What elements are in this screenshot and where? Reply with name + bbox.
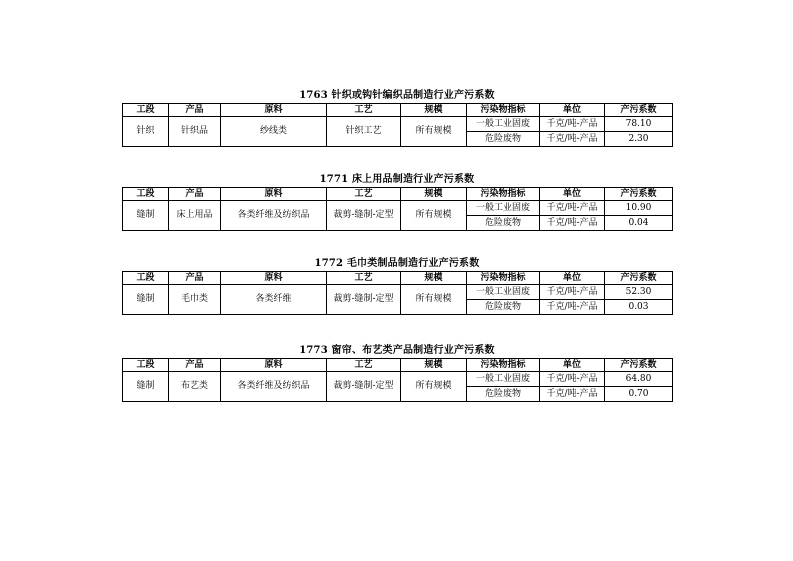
scale-cell: 所有规模 bbox=[401, 117, 467, 147]
unit-cell: 千克/吨-产品 bbox=[540, 201, 605, 216]
header-coef: 产污系数 bbox=[605, 104, 673, 117]
section-1772 bbox=[122, 257, 672, 315]
section-title: 1773 窗帘、布艺类产品制造行业产污系数 bbox=[299, 345, 495, 356]
process-cell: 裁剪-缝制-定型 bbox=[327, 285, 401, 315]
section-title: 1772 毛巾类制品制造行业产污系数 bbox=[314, 258, 480, 269]
header-stage: 工段 bbox=[123, 272, 169, 285]
header-stage: 工段 bbox=[123, 188, 169, 201]
product-cell: 布艺类 bbox=[169, 372, 221, 402]
coef-cell: 78.10 bbox=[605, 117, 673, 132]
header-product: 产品 bbox=[169, 359, 221, 372]
coef-cell: 0.04 bbox=[605, 216, 673, 231]
unit-cell: 千克/吨-产品 bbox=[540, 300, 605, 315]
material-cell: 各类纤维及纺织品 bbox=[221, 201, 327, 231]
table-row bbox=[123, 117, 673, 132]
header-row bbox=[123, 359, 673, 372]
header-row bbox=[123, 188, 673, 201]
header-scale: 规模 bbox=[401, 104, 467, 117]
unit-cell: 千克/吨-产品 bbox=[540, 285, 605, 300]
header-product: 产品 bbox=[169, 188, 221, 201]
section-1773 bbox=[122, 344, 672, 402]
header-material: 原料 bbox=[221, 104, 327, 117]
process-cell: 裁剪-缝制-定型 bbox=[327, 201, 401, 231]
stage-cell: 缝制 bbox=[123, 201, 169, 231]
header-process: 工艺 bbox=[327, 359, 401, 372]
indicator-cell: 危险废物 bbox=[467, 216, 540, 231]
section-title: 1763 针织或钩针编织品制造行业产污系数 bbox=[299, 90, 495, 101]
stage-cell: 缝制 bbox=[123, 372, 169, 402]
scale-cell: 所有规模 bbox=[401, 285, 467, 315]
header-process: 工艺 bbox=[327, 104, 401, 117]
header-stage: 工段 bbox=[123, 104, 169, 117]
header-coef: 产污系数 bbox=[605, 359, 673, 372]
header-material: 原料 bbox=[221, 188, 327, 201]
coef-cell: 0.70 bbox=[605, 387, 673, 402]
header-row bbox=[123, 104, 673, 117]
indicator-cell: 一般工业固废 bbox=[467, 372, 540, 387]
section-title: 1771 床上用品制造行业产污系数 bbox=[319, 174, 475, 185]
header-indicator: 污染物指标 bbox=[467, 104, 540, 117]
coefficient-table bbox=[122, 103, 673, 147]
header-material: 原料 bbox=[221, 359, 327, 372]
table-row bbox=[123, 372, 673, 387]
unit-cell: 千克/吨-产品 bbox=[540, 387, 605, 402]
header-product: 产品 bbox=[169, 104, 221, 117]
indicator-cell: 一般工业固废 bbox=[467, 285, 540, 300]
stage-cell: 缝制 bbox=[123, 285, 169, 315]
material-cell: 各类纤维及纺织品 bbox=[221, 372, 327, 402]
header-product: 产品 bbox=[169, 272, 221, 285]
stage-cell: 针织 bbox=[123, 117, 169, 147]
scale-cell: 所有规模 bbox=[401, 201, 467, 231]
header-process: 工艺 bbox=[327, 272, 401, 285]
header-material: 原料 bbox=[221, 272, 327, 285]
coef-cell: 10.90 bbox=[605, 201, 673, 216]
section-1763 bbox=[122, 89, 672, 147]
process-cell: 裁剪-缝制-定型 bbox=[327, 372, 401, 402]
product-cell: 毛巾类 bbox=[169, 285, 221, 315]
header-indicator: 污染物指标 bbox=[467, 272, 540, 285]
header-scale: 规模 bbox=[401, 272, 467, 285]
coef-cell: 52.30 bbox=[605, 285, 673, 300]
header-unit: 单位 bbox=[540, 188, 605, 201]
table-row bbox=[123, 285, 673, 300]
material-cell: 纱线类 bbox=[221, 117, 327, 147]
header-scale: 规模 bbox=[401, 359, 467, 372]
unit-cell: 千克/吨-产品 bbox=[540, 372, 605, 387]
product-cell: 针织品 bbox=[169, 117, 221, 147]
header-coef: 产污系数 bbox=[605, 272, 673, 285]
coef-cell: 64.80 bbox=[605, 372, 673, 387]
unit-cell: 千克/吨-产品 bbox=[540, 117, 605, 132]
header-process: 工艺 bbox=[327, 188, 401, 201]
process-cell: 针织工艺 bbox=[327, 117, 401, 147]
scale-cell: 所有规模 bbox=[401, 372, 467, 402]
product-cell: 床上用品 bbox=[169, 201, 221, 231]
material-cell: 各类纤维 bbox=[221, 285, 327, 315]
header-stage: 工段 bbox=[123, 359, 169, 372]
unit-cell: 千克/吨-产品 bbox=[540, 216, 605, 231]
indicator-cell: 危险废物 bbox=[467, 300, 540, 315]
header-unit: 单位 bbox=[540, 272, 605, 285]
header-indicator: 污染物指标 bbox=[467, 188, 540, 201]
indicator-cell: 危险废物 bbox=[467, 387, 540, 402]
coefficient-table bbox=[122, 271, 673, 315]
indicator-cell: 危险废物 bbox=[467, 132, 540, 147]
header-row bbox=[123, 272, 673, 285]
table-row bbox=[123, 201, 673, 216]
indicator-cell: 一般工业固废 bbox=[467, 201, 540, 216]
header-coef: 产污系数 bbox=[605, 188, 673, 201]
coefficient-table bbox=[122, 358, 673, 402]
header-unit: 单位 bbox=[540, 104, 605, 117]
header-scale: 规模 bbox=[401, 188, 467, 201]
coefficient-table bbox=[122, 187, 673, 231]
indicator-cell: 一般工业固废 bbox=[467, 117, 540, 132]
unit-cell: 千克/吨-产品 bbox=[540, 132, 605, 147]
coef-cell: 2.30 bbox=[605, 132, 673, 147]
header-unit: 单位 bbox=[540, 359, 605, 372]
header-indicator: 污染物指标 bbox=[467, 359, 540, 372]
coef-cell: 0.03 bbox=[605, 300, 673, 315]
section-1771 bbox=[122, 173, 672, 231]
